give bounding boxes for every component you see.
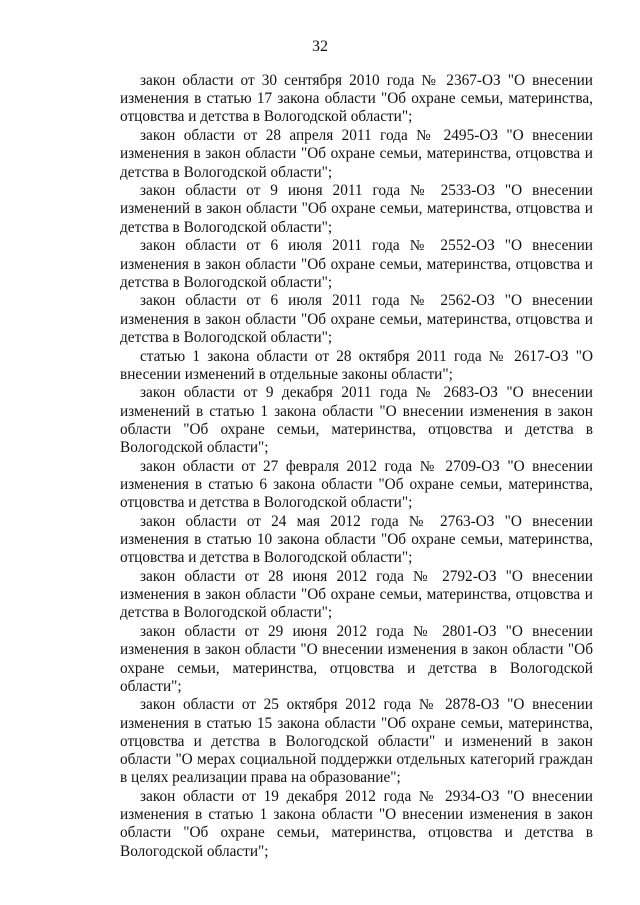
paragraph-law-2878: закон области от 25 октября 2012 года № 2878-ОЗ "О внесении изменения в статью 15 закона области "Об охране семьи, материнства, отцовства и детства в Вологодской области" и изменений в закон области "О мерах социальной поддержки отдельных категорий граждан в целях реализации права на образование"; [120,696,593,787]
paragraph-law-2709: закон области от 27 февраля 2012 года № 2709-ОЗ "О внесении изменения в статью 6 закона области "Об охране семьи, материнства, отцовства и детства в Вологодской области"; [120,457,593,512]
paragraph-law-2763: закон области от 24 мая 2012 года № 2763-ОЗ "О внесении изменения в статью 10 закона области "Об охране семьи, материнства, отцовства и детства в Вологодской области"; [120,512,593,567]
paragraph-law-2367: закон области от 30 сентября 2010 года № 2367-ОЗ "О внесении изменения в статью 17 закона области "Об охране семьи, материнства, отцовства и детства в Вологодской области"; [120,72,593,126]
paragraph-law-2495: закон области от 28 апреля 2011 года № 2495-ОЗ "О внесении изменения в закон области "Об охране семьи, материнства, отцовства и детства в Вологодской области"; [120,127,593,181]
paragraph-law-2562: закон области от 6 июля 2011 года № 2562-ОЗ "О внесении изменения в закон области "Об охране семьи, материнства, отцовства и детства в Вологодской области"; [120,292,593,346]
paragraph-law-2552: закон области от 6 июля 2011 года № 2552-ОЗ "О внесении изменения в закон области "Об охране семьи, материнства, отцовства и детства в Вологодской области"; [120,237,593,291]
paragraph-law-2801: закон области от 29 июня 2012 года № 2801-ОЗ "О внесении изменения в закон области "О внесении изменения в закон области "Об охране семьи, материнства, отцовства и детства в Вологодской области"; [120,623,593,695]
paragraph-law-2617: статью 1 закона области от 28 октября 2011 года № 2617-ОЗ "О внесении изменений в отдельные законы области"; [120,347,593,383]
document-body [120,72,593,861]
paragraph-law-2683: закон области от 9 декабря 2011 года № 2683-ОЗ "О внесении изменений в статью 1 закона области "О внесении изменения в закон области "Об охране семьи, материнства, отцовства и детства в Вологодской области"; [120,384,593,457]
page-number: 32 [312,38,328,55]
paragraph-law-2934: закон области от 19 декабря 2012 года № 2934-ОЗ "О внесении изменения в статью 1 закона области "О внесении изменения в закон области "Об охране семьи, материнства, отцовства и детства в Вологодской области"; [120,787,593,860]
paragraph-law-2533: закон области от 9 июня 2011 года № 2533-ОЗ "О внесении изменений в закон области "Об охране семьи, материнства, отцовства и детства в Вологодской области"; [120,182,593,236]
paragraph-law-2792: закон области от 28 июня 2012 года № 2792-ОЗ "О внесении изменения в закон области "Об охране семьи, материнства, отцовства и детства в Вологодской области"; [120,567,593,622]
